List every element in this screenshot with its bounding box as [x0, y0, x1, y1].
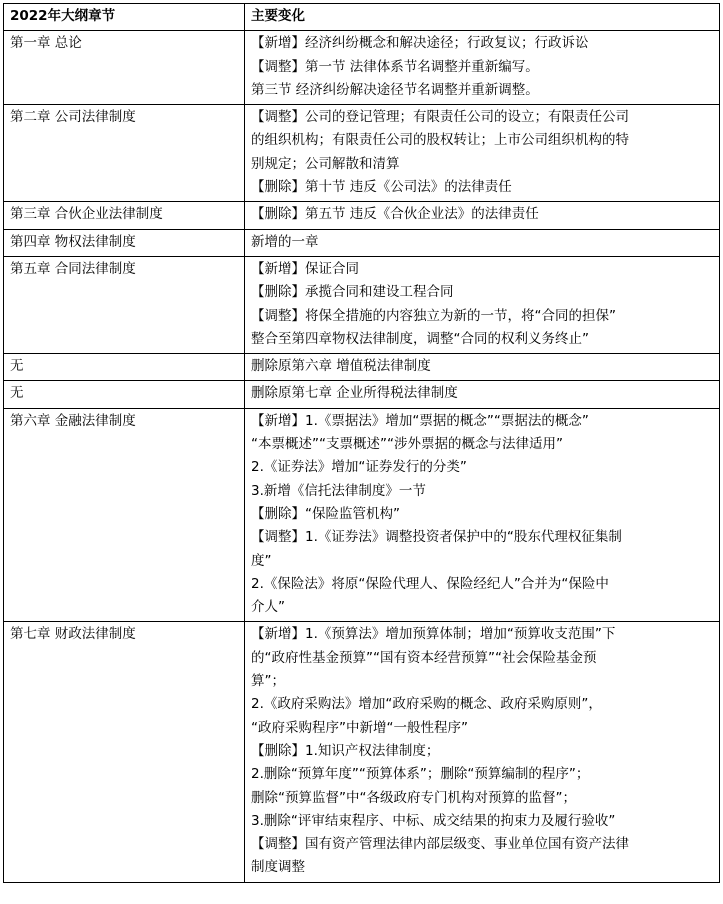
- chapter-cell: 第二章 公司法律制度: [4, 105, 245, 202]
- chapter-cell: 无: [4, 381, 245, 408]
- table-row: [4, 105, 720, 202]
- changes-cell: 【新增】保证合同 【删除】承揽合同和建设工程合同 【调整】将保全措施的内容独立为新的一节，将“合同的担保” 整合至第四章物权法律制度，调整“合同的权利义务终止”: [245, 256, 720, 353]
- table-row: [4, 202, 720, 229]
- chapter-cell: 无: [4, 354, 245, 381]
- chapter-cell: 第六章 金融法律制度: [4, 408, 245, 622]
- chapter-cell: 第三章 合伙企业法律制度: [4, 202, 245, 229]
- changes-cell: 【新增】1.《预算法》增加预算体制；增加“预算收支范围”下 的“政府性基金预算”“国有资本经营预算”“社会保险基金预 算”； 2.《政府采购法》增加“政府采购的概念、政府采购原则”， “政府采购程序”中新增“一般性程序” 【删除】1.知识产权法律制度； 2.删除“预算年度”“预算体系”；删除“预算编制的程序”； 删除“预算监督”中“各级政府专门机构对预算的监督”； 3.删除“评审结束程序、中标、成交结果的拘束力及履行验收” 【调整】国有资产管理法律内部层级变、事业单位国有资产法律 制度调整: [245, 622, 720, 882]
- changes-cell: 【调整】公司的登记管理；有限责任公司的设立；有限责任公司 的组织机构；有限责任公司的股权转让；上市公司组织机构的特 别规定；公司解散和清算 【删除】第十节 违反《公司法》的法律责任: [245, 105, 720, 202]
- changes-cell: 删除原第六章 增值税法律制度: [245, 354, 720, 381]
- header-chapter: 2022年大纲章节: [4, 4, 245, 31]
- syllabus-changes-table: [3, 3, 720, 883]
- changes-cell: 删除原第七章 企业所得税法律制度: [245, 381, 720, 408]
- table-row: [4, 229, 720, 256]
- table-row: [4, 354, 720, 381]
- chapter-cell: 第七章 财政法律制度: [4, 622, 245, 882]
- table-row: [4, 408, 720, 622]
- chapter-cell: 第四章 物权法律制度: [4, 229, 245, 256]
- changes-cell: 新增的一章: [245, 229, 720, 256]
- table-row: [4, 381, 720, 408]
- chapter-cell: 第五章 合同法律制度: [4, 256, 245, 353]
- changes-cell: 【删除】第五节 违反《合伙企业法》的法律责任: [245, 202, 720, 229]
- table-row: [4, 256, 720, 353]
- header-changes: 主要变化: [245, 4, 720, 31]
- table-row: [4, 622, 720, 882]
- changes-cell: 【新增】1.《票据法》增加“票据的概念”“票据法的概念” “本票概述”“支票概述”“涉外票据的概念与法律适用” 2.《证券法》增加“证券发行的分类” 3.新增《信托法律制度》一节 【删除】“保险监管机构” 【调整】1.《证券法》调整投资者保护中的“股东代理权征集制 度” 2.《保险法》将原“保险代理人、保险经纪人”合并为“保险中 介人”: [245, 408, 720, 622]
- changes-cell: 【新增】经济纠纷概念和解决途径；行政复议；行政诉讼 【调整】第一节 法律体系节名调整并重新编写。 第三节 经济纠纷解决途径节名调整并重新调整。: [245, 31, 720, 105]
- table-header-row: [4, 4, 720, 31]
- chapter-cell: 第一章 总论: [4, 31, 245, 105]
- table-row: [4, 31, 720, 105]
